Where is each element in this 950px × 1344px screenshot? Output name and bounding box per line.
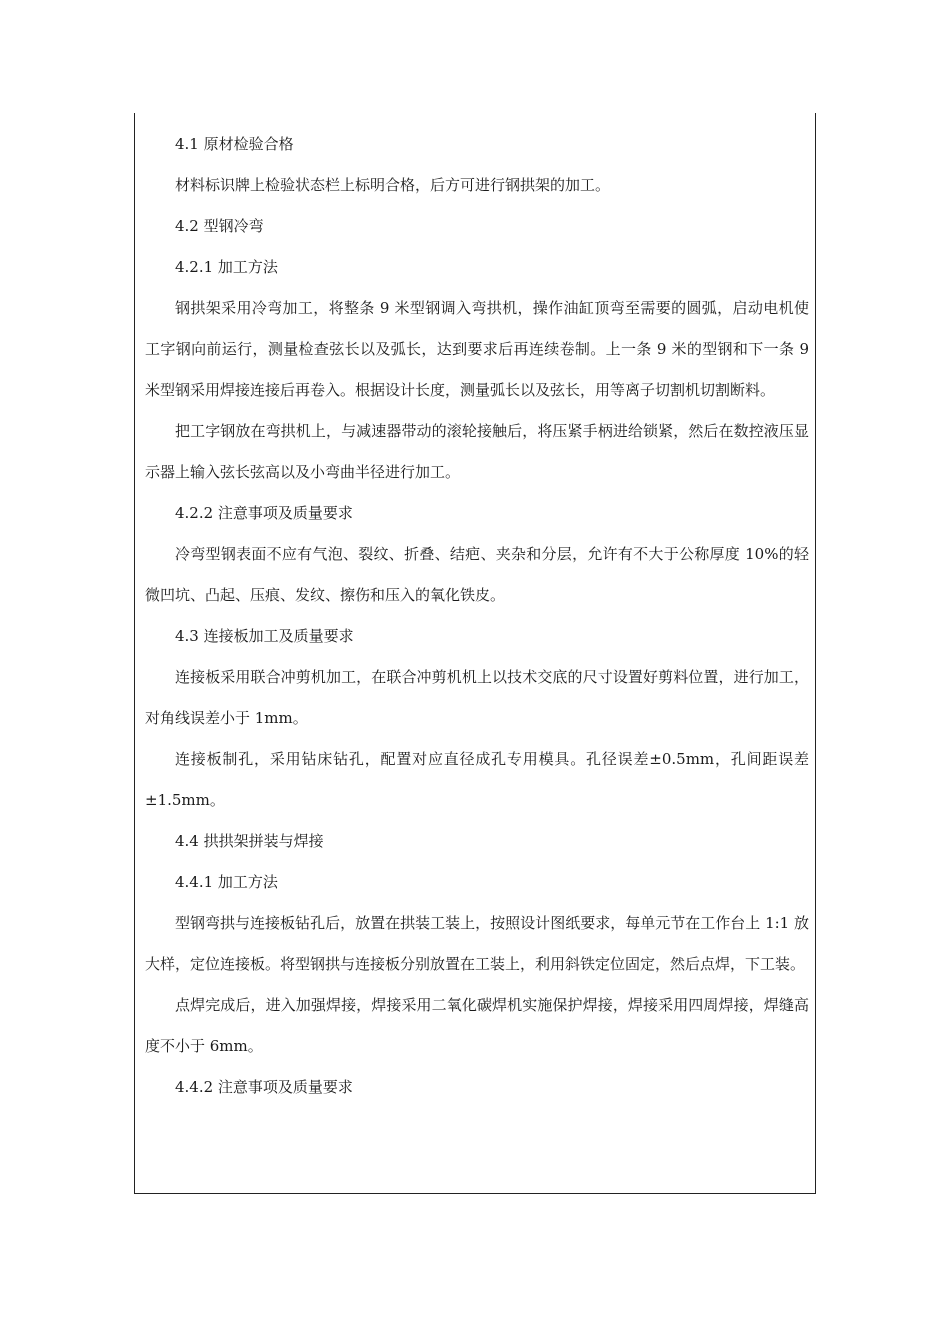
- heading-4-2-1: 4.2.1 加工方法: [175, 258, 278, 276]
- paragraph-material-check: 材料标识牌上检验状态栏上标明合格，后方可进行钢拱架的加工。: [175, 176, 611, 194]
- heading-4-3: 4.3 连接板加工及质量要求: [175, 627, 354, 645]
- paragraph-assembly-method: 型钢弯拱与连接板钻孔后，放置在拱装工装上，按照设计图纸要求，每单元节在工作台上 1:1 放大样，定位连接板。将型钢拱与连接板分别放置在工装上，利用斜铁定位固定，然后点焊，下工装。: [145, 914, 809, 973]
- paragraph-welding: 点焊完成后，进入加强焊接，焊接采用二氧化碳焊机实施保护焊接，焊接采用四周焊接，焊缝高度不小于 6mm。: [145, 996, 809, 1055]
- document-body: [145, 124, 809, 1108]
- paragraph-plate-drilling: 连接板制孔，采用钻床钻孔，配置对应直径成孔专用模具。孔径误差±0.5mm，孔间距误差±1.5mm。: [145, 750, 809, 809]
- heading-4-4-2: 4.4.2 注意事项及质量要求: [175, 1078, 353, 1096]
- paragraph-plate-shearing: 连接板采用联合冲剪机加工，在联合冲剪机机上以技术交底的尺寸设置好剪料位置，进行加工，对角线误差小于 1mm。: [145, 668, 809, 727]
- paragraph-surface-quality: 冷弯型钢表面不应有气泡、裂纹、折叠、结疤、夹杂和分层，允许有不大于公称厚度 10%的轻微凹坑、凸起、压痕、发纹、擦伤和压入的氧化铁皮。: [145, 545, 809, 604]
- heading-4-2: 4.2 型钢冷弯: [175, 217, 264, 235]
- paragraph-cold-bend-method: 钢拱架采用冷弯加工，将整条 9 米型钢调入弯拱机，操作油缸顶弯至需要的圆弧，启动电机使工字钢向前运行，测量检查弦长以及弧长，达到要求后再连续卷制。上一条 9 米的型钢和下一条 9 米型钢采用焊接连接后再卷入。根据设计长度，测量弧长以及弦长，用等离子切割机切割断料。: [145, 299, 809, 399]
- heading-4-1: 4.1 原材检验合格: [175, 135, 294, 153]
- heading-4-4: 4.4 拱拱架拼装与焊接: [175, 832, 324, 850]
- heading-4-4-1: 4.4.1 加工方法: [175, 873, 278, 891]
- paragraph-bending-machine: 把工字钢放在弯拱机上，与减速器带动的滚轮接触后，将压紧手柄进给锁紧，然后在数控液压显示器上输入弦长弦高以及小弯曲半径进行加工。: [145, 422, 809, 481]
- heading-4-2-2: 4.2.2 注意事项及质量要求: [175, 504, 353, 522]
